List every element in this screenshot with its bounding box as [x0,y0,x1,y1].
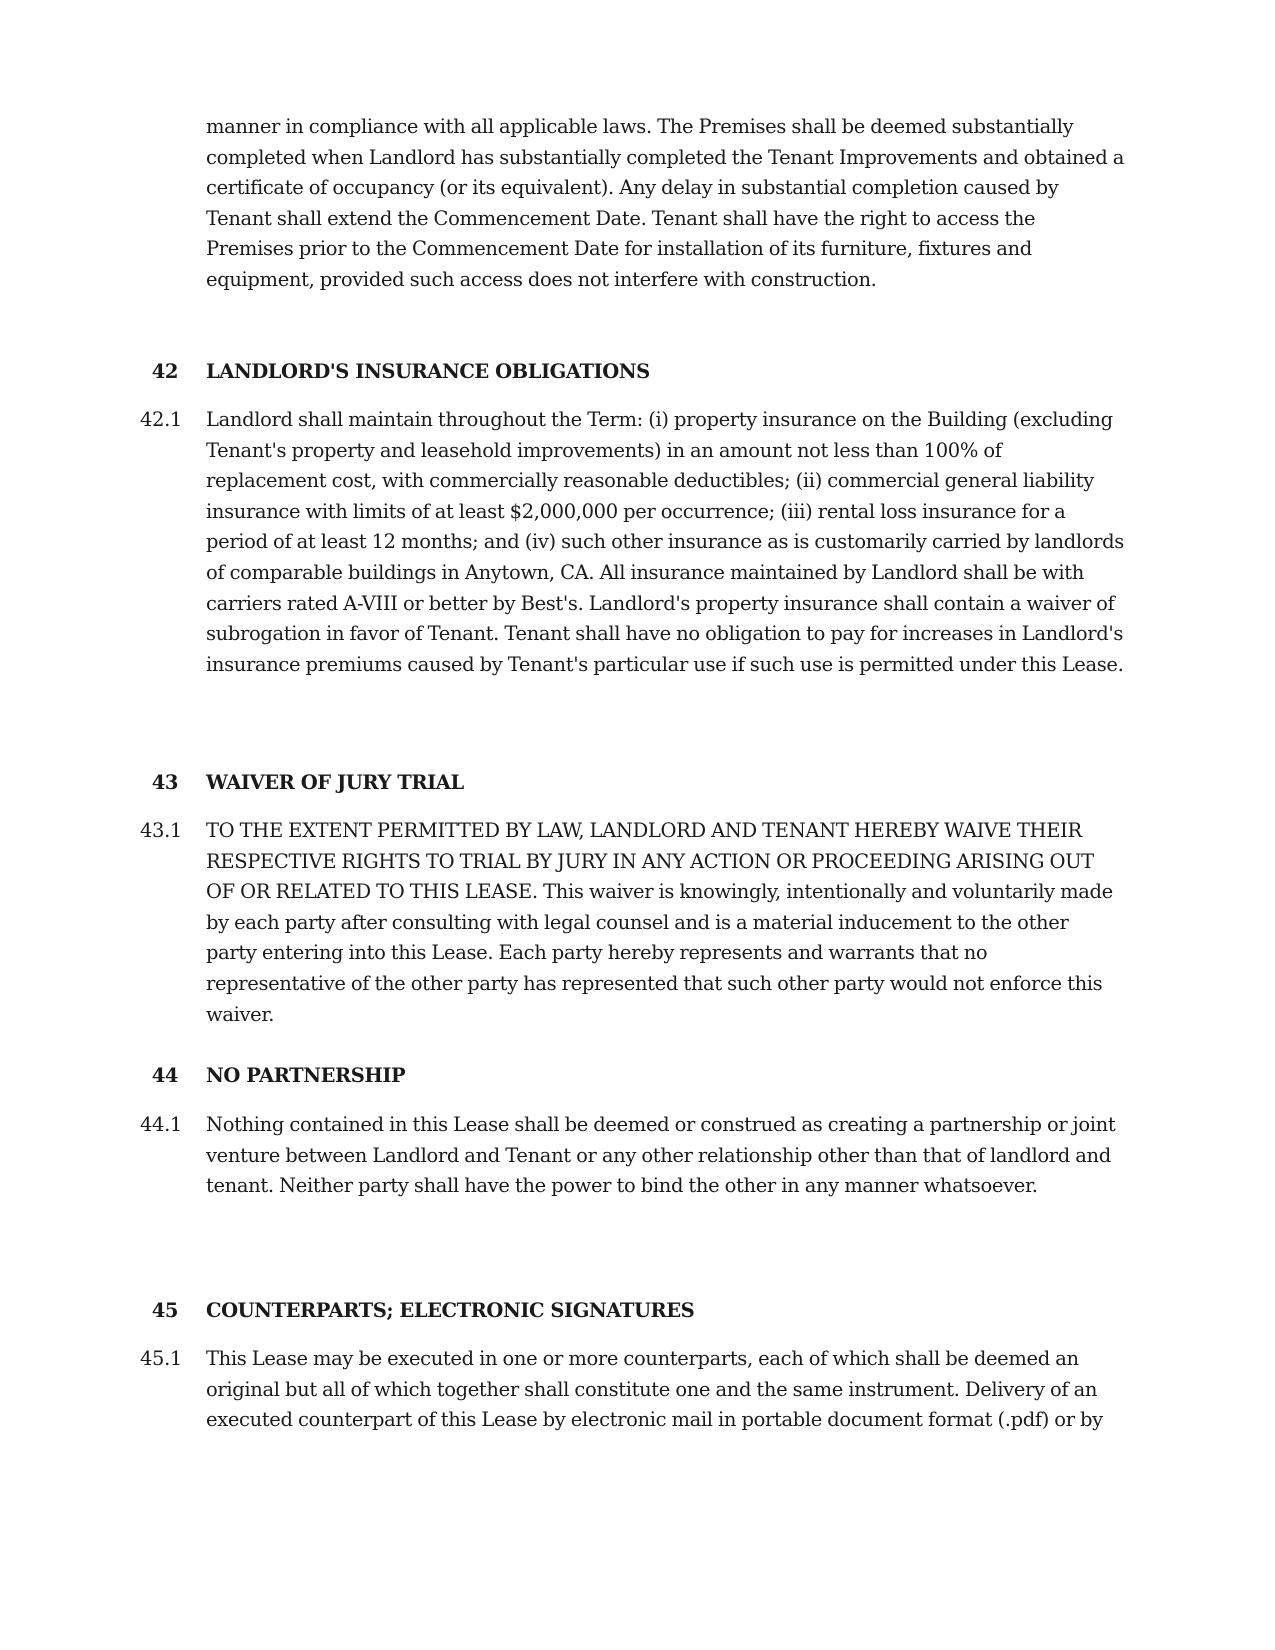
clause-number: 43.1 [139,819,182,842]
section-title: NO PARTNERSHIP [206,1064,406,1087]
section-heading [151,357,650,387]
section-heading [151,1061,406,1091]
section-title: WAIVER OF JURY TRIAL [206,771,464,794]
intro-paragraph: manner in compliance with all applicable laws. The Premises shall be deemed substantially completed when Landlord has substantially completed the Tenant Improvements and obtained a certificate of occupancy (or its equivalent). Any delay in substantial completion caused by Tenant shall extend the Commencement Date. Tenant shall have the right to access the Premises prior to the Commencement Date for installation of its furniture, fixtures and equipment, provided such access does not interfere with construction. [206,115,1124,291]
clause-number: 42.1 [139,408,182,431]
clause-number: 44.1 [139,1113,182,1136]
section-number: 43 [151,771,178,794]
section-number: 45 [151,1299,178,1322]
clause-text: Landlord shall maintain throughout the Term: (i) property insurance on the Building (excluding Tenant's property and leasehold improvements) in an amount not less than 100% of replacement cost, with commercially reasonable deductibles; (ii) commercial general liability insurance with limits of at least $2,000,000 per occurrence; (iii) rental loss insurance for a period of at least 12 months; and (iv) such other insurance as is customarily carried by landlords of comparable buildings in Anytown, CA. All insurance maintained by Landlord shall be with carriers rated A-VIII or better by Best's. Landlord's property insurance shall contain a waiver of subrogation in favor of Tenant. Tenant shall have no obligation to pay for increases in Landlord's insurance premiums caused by Tenant's particular use if such use is permitted under this Lease. [206,408,1124,676]
section-number: 44 [151,1064,178,1087]
clause-text: Nothing contained in this Lease shall be deemed or construed as creating a partnership or joint venture between Landlord and Tenant or any other relationship other than that of landlord and tenant. Neither party shall have the power to bind the other in any manner whatsoever. [206,1113,1116,1198]
clause-text: TO THE EXTENT PERMITTED BY LAW, LANDLORD AND TENANT HEREBY WAIVE THEIR RESPECTIVE RIGHTS TO TRIAL BY JURY IN ANY ACTION OR PROCEEDING ARISING OUT OF OR RELATED TO THIS LEASE. This waiver is knowingly, intentionally and voluntarily made by each party after consulting with legal counsel and is a material inducement to the other party entering into this Lease. Each party hereby represents and warrants that no representative of the other party has represented that such other party would not enforce this waiver. [206,819,1113,1026]
section-number: 42 [151,360,178,383]
clause-number: 45.1 [139,1347,182,1370]
clause-text: This Lease may be executed in one or more counterparts, each of which shall be deemed an original but all of which together shall constitute one and the same instrument. Delivery of an executed counterpart of this Lease by electronic mail in portable document format (.pdf) or by [206,1347,1103,1432]
section-heading [151,1296,695,1326]
section-heading [151,768,464,798]
section-title: COUNTERPARTS; ELECTRONIC SIGNATURES [206,1299,695,1322]
section-title: LANDLORD'S INSURANCE OBLIGATIONS [206,360,650,383]
